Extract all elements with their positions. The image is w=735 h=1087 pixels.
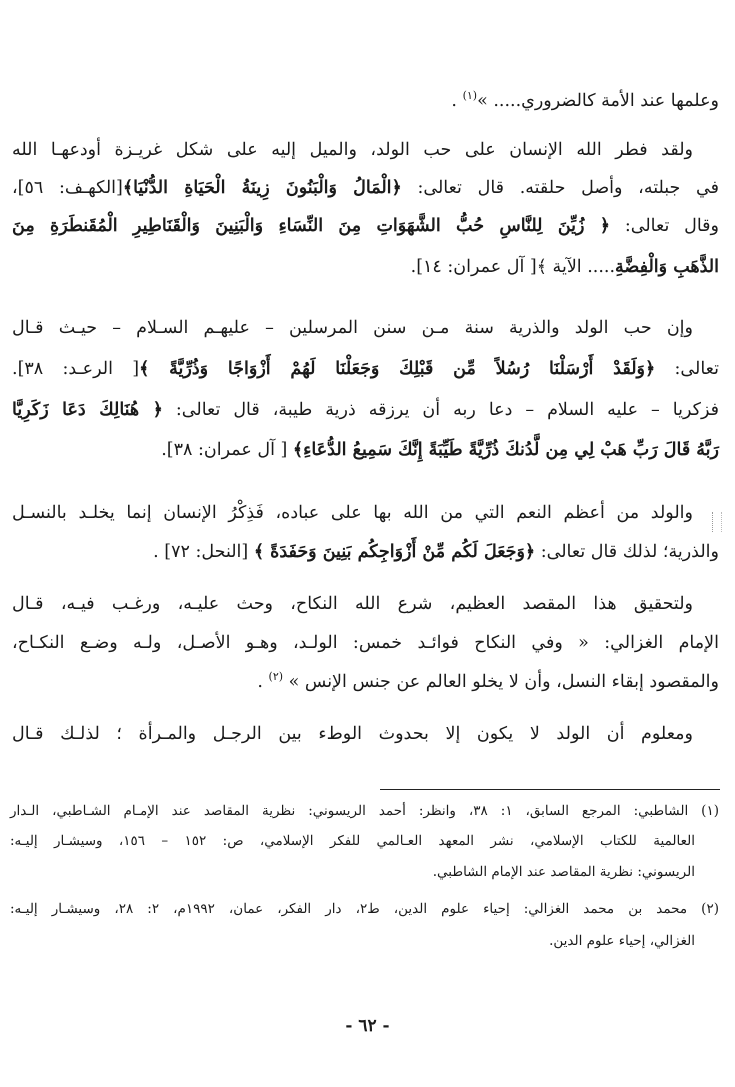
text-span: تعالى:	[655, 359, 719, 379]
text-span: وإن حب الولد والذرية سنة مـن سنن المرسلين – عليهـم السـلام – حيـث قـال	[12, 318, 693, 338]
citation: [ آل عمران: ٣٨].	[161, 440, 293, 460]
page-number: - ٦٢ -	[345, 1016, 390, 1036]
text-span: في جبلته، وأصل حلقته. قال تعالى:	[401, 178, 719, 198]
text-line	[12, 88, 719, 114]
footnote-line	[10, 899, 719, 919]
footnote-ref-2: (٢)	[268, 670, 284, 684]
text-span: والمقصود إبقاء النسل، وأن لا يخلو العالم عن جنس الإنس »	[283, 672, 719, 692]
text-span: وعلمها عند الأمة كالضروري..... »	[477, 91, 719, 111]
quran-verse: الذَّهَبِ وَالْفِضَّةِ	[615, 257, 719, 277]
text-line	[12, 437, 719, 463]
footnote-line	[10, 801, 719, 821]
footnote-text: الغزالي، إحياء علوم الدين.	[549, 933, 695, 949]
text-span: وقال تعالى:	[610, 216, 719, 236]
text-span: .	[451, 91, 463, 111]
text-line	[12, 356, 719, 382]
quran-verse: ﴿ هُنَالِكَ دَعَا زَكَرِيَّا	[12, 400, 163, 420]
text-span: ومعلوم أن الولد لا يكون إلا بحدوث الوطء بين الرجـل والمـرأة ؛ لذلـك قـال	[12, 724, 693, 744]
quran-verse: رَبَّهُ قَالَ رَبِّ هَبْ لِي مِن لَّدُنكَ ذُرِّيَّةً طَيِّبَةً إِنَّكَ سَمِيعُ الدُّعَاءِ﴾	[292, 440, 719, 460]
text-line	[12, 213, 719, 239]
text-line	[12, 315, 693, 341]
citation: ..... الآية ﴾[ آل عمران: ١٤].	[410, 257, 616, 277]
text-span: ولقد فطر الله الإنسان على حب الولد، والميل إليه على شكل غريـزة أودعهـا الله	[12, 140, 693, 160]
quran-verse: ﴿وَلَقَدْ أَرْسَلْنَا رُسُلاً مِّن قَبْلِكَ وَجَعَلْنَا لَهُمْ أَزْوَاجًا وَذُرِّيَّةً ﴾	[139, 359, 656, 379]
footnote-line	[10, 862, 695, 882]
text-span: والذرية؛ لذلك قال تعالى:	[535, 542, 719, 562]
text-line	[12, 175, 719, 201]
quran-verse: ﴿الْمَالُ وَالْبَنُونَ زِينَةُ الْحَيَاةِ الدُّنْيَا﴾	[122, 178, 402, 198]
quran-verse: ﴿ زُيِّنَ لِلنَّاسِ حُبُّ الشَّهَوَاتِ مِنَ النِّسَاءِ وَالْبَنِينَ وَالْقَنَاطِيرِ الْمُقَنطَرَةِ مِنَ	[12, 216, 611, 236]
text-span: .	[257, 672, 269, 692]
text-line	[12, 591, 693, 617]
text-span: والولد من أعظم النعم التي من الله بها على عباده، فَذِكْرُ الإنسان إنما يخلـد بالنسـل	[12, 503, 693, 523]
citation: [ الرعـد: ٣٨].	[12, 359, 140, 379]
citation: [الكهـف: ٥٦]،	[12, 178, 123, 198]
text-span: الإمام الغزالي: « وفي النكاح فوائـد خمس: الولـد، وهـو الأصـل، ولـه وضـع النكـاح،	[12, 633, 719, 653]
citation: [النحل: ٧٢] .	[153, 542, 254, 562]
text-line	[12, 721, 693, 747]
footnote-text: العالمية للكتاب الإسلامي، نشر المعهد العـالمي للفكر الإسلامي، ص: ١٥٢ – ١٥٦، وسيشـار إليـه:	[10, 833, 695, 849]
text-line	[12, 254, 719, 280]
footnote-text: (١) الشاطبي: المرجع السابق، ١: ٣٨، وانظر: أحمد الريسوني: نظرية المقاصد عند الإمـام الشـاطبي، الـدار	[10, 803, 719, 819]
text-line	[12, 539, 719, 565]
footnote-text: الريسوني: نظرية المقاصد عند الإمام الشاطبي.	[432, 864, 695, 880]
text-line	[12, 669, 719, 695]
footnote-line	[10, 831, 695, 851]
quran-verse: ﴿وَجَعَلَ لَكُم مِّنْ أَزْوَاجِكُم بَنِينَ وَحَفَدَةً ﴾	[253, 542, 536, 562]
footnote-ref-1: (١)	[462, 89, 478, 103]
text-span: فزكريا – عليه السلام – دعا ربه أن يرزقه ذرية طيبة، قال تعالى:	[162, 400, 719, 420]
footnote-text: (٢) محمد بن محمد الغزالي: إحياء علوم الدين، ط٢، دار الفكر، عمان، ١٩٩٢م، ٢: ٢٨، وسيشـار إليـه:	[10, 901, 719, 917]
text-line	[12, 397, 719, 423]
text-line	[12, 500, 693, 526]
text-line	[12, 137, 693, 163]
footnote-separator	[380, 789, 720, 790]
text-line	[12, 630, 719, 656]
footnote-line	[10, 931, 695, 951]
text-span: ولتحقيق هذا المقصد العظيم، شرع الله النكاح، وحث عليـه، ورغـب فيـه، قـال	[12, 594, 693, 614]
scan-artifact	[712, 512, 722, 532]
